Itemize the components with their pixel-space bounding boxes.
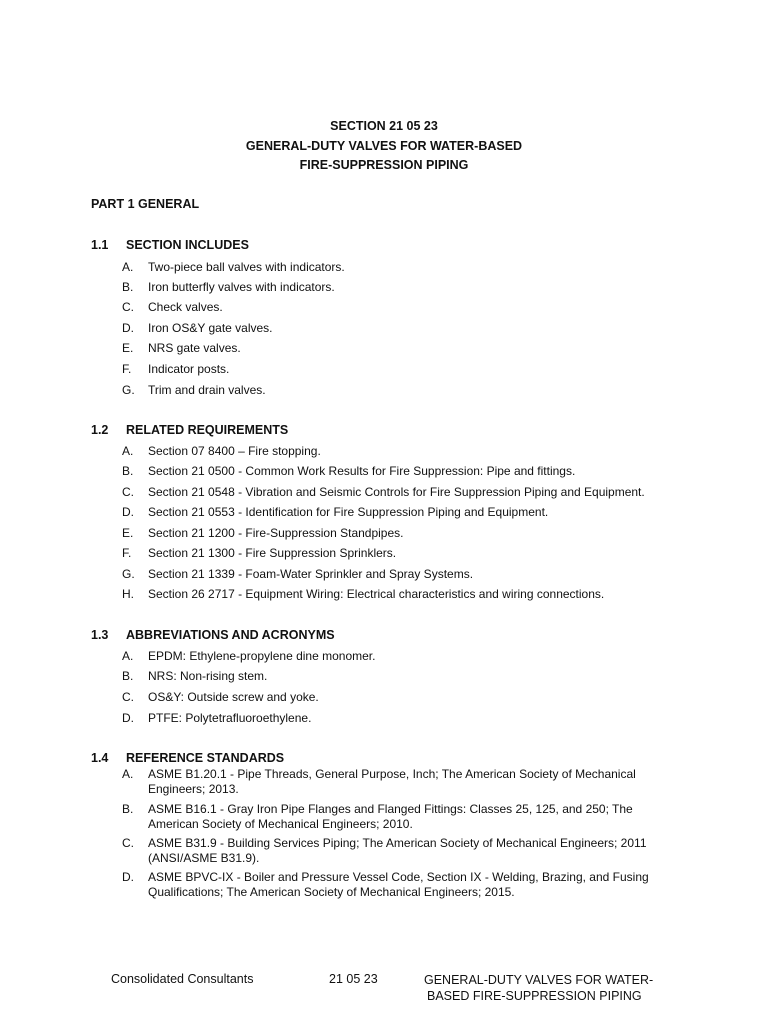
section-number-heading: SECTION 21 05 23 xyxy=(330,119,438,133)
section-1-2-title: RELATED REQUIREMENTS xyxy=(126,423,289,437)
footer-section-number: 21 05 23 xyxy=(329,972,378,986)
section-1-4-number: 1.4 xyxy=(91,751,109,765)
section-title-line-1: GENERAL-DUTY VALVES FOR WATER-BASED xyxy=(245,139,523,153)
document-page: SECTION 21 05 23 GENERAL-DUTY VALVES FOR WATER-BASED FIRE-SUPPRESSION PIPING PART 1 GENERAL 1.1 SECTION INCLUDES A. Two-piece ball valves with indicators. B. Iron butterfly valves with indicators. C. Check valves. D. Iron OS&Y gate valves. E. NRS gate valves. F. Indicator posts. G. Trim and drain valves. 1.2 RELATED REQUIREMENTS A. Section 07 8400 – Fire stopping. B. Section 21 0500 - Common Work Results for Fire Suppression: Pipe and fittings. C. Section 21 0548 - Vibration and Seismic Controls for Fire Suppression Piping and Equipment. D. Section 21 0553 - Identification for Fire Suppression Piping and Equipment. E. Section 21 1200 - Fire-Suppression Standpipes. F. Section 21 1300 - Fire Suppression Sprinklers. G. Section 21 1339 - Foam-Water Sprinkler and Spray Systems. H. Section 26 2717 - Equipment Wiring: Electrical characteristics and wiring connections. 1.3 ABBREVIATIONS AND ACRONYMS A. EPDM: Ethylene-propylene dine monomer. B. NRS: Non-rising stem. C. OS&Y: Outside screw and yoke. D. PTFE: Polytetrafluoroethylene. 1.4 REFERENCE STANDARDS A. ASME B1.20.1 - Pipe Threads, General Purpose, Inch; The American Society of Mechanical Engineers; 2013. B. ASME B16.1 - Gray Iron Pipe Flanges and Flanged Fittings: Classes 25, 125, and 250; The American Society of Mechanical Engineers; 2010. C. ASME B31.9 - Building Services Piping; The American Society of Mechanical Engineers; 2011 (ANSI/ASME B31.9). D. ASME BPVC-IX - Boiler and Pressure Vessel Code, Section IX - Welding, Brazing, and Fusing Qualifications; The American Society of Mechanical Engineers; 2015. Consolidated Consultants 21 05 23 GENERAL-DUTY VALVES FOR WATER- BASED FIRE-SUPPRESSION PIPING xyxy=(0,0,768,1024)
section-1-3-number: 1.3 xyxy=(91,628,109,642)
section-1-2-number: 1.2 xyxy=(91,423,109,437)
part-heading: PART 1 GENERAL xyxy=(91,197,200,211)
section-1-1-title: SECTION INCLUDES xyxy=(126,238,249,252)
section-title-line-2: FIRE-SUPPRESSION PIPING xyxy=(299,158,469,172)
section-1-3-title: ABBREVIATIONS AND ACRONYMS xyxy=(126,628,335,642)
section-1-4-title: REFERENCE STANDARDS xyxy=(126,751,285,765)
section-1-1-number: 1.1 xyxy=(91,238,109,252)
footer-company: Consolidated Consultants xyxy=(111,972,254,986)
footer-section-title: GENERAL-DUTY VALVES FOR WATER- BASED FIRE-SUPPRESSION PIPING xyxy=(424,973,654,1003)
